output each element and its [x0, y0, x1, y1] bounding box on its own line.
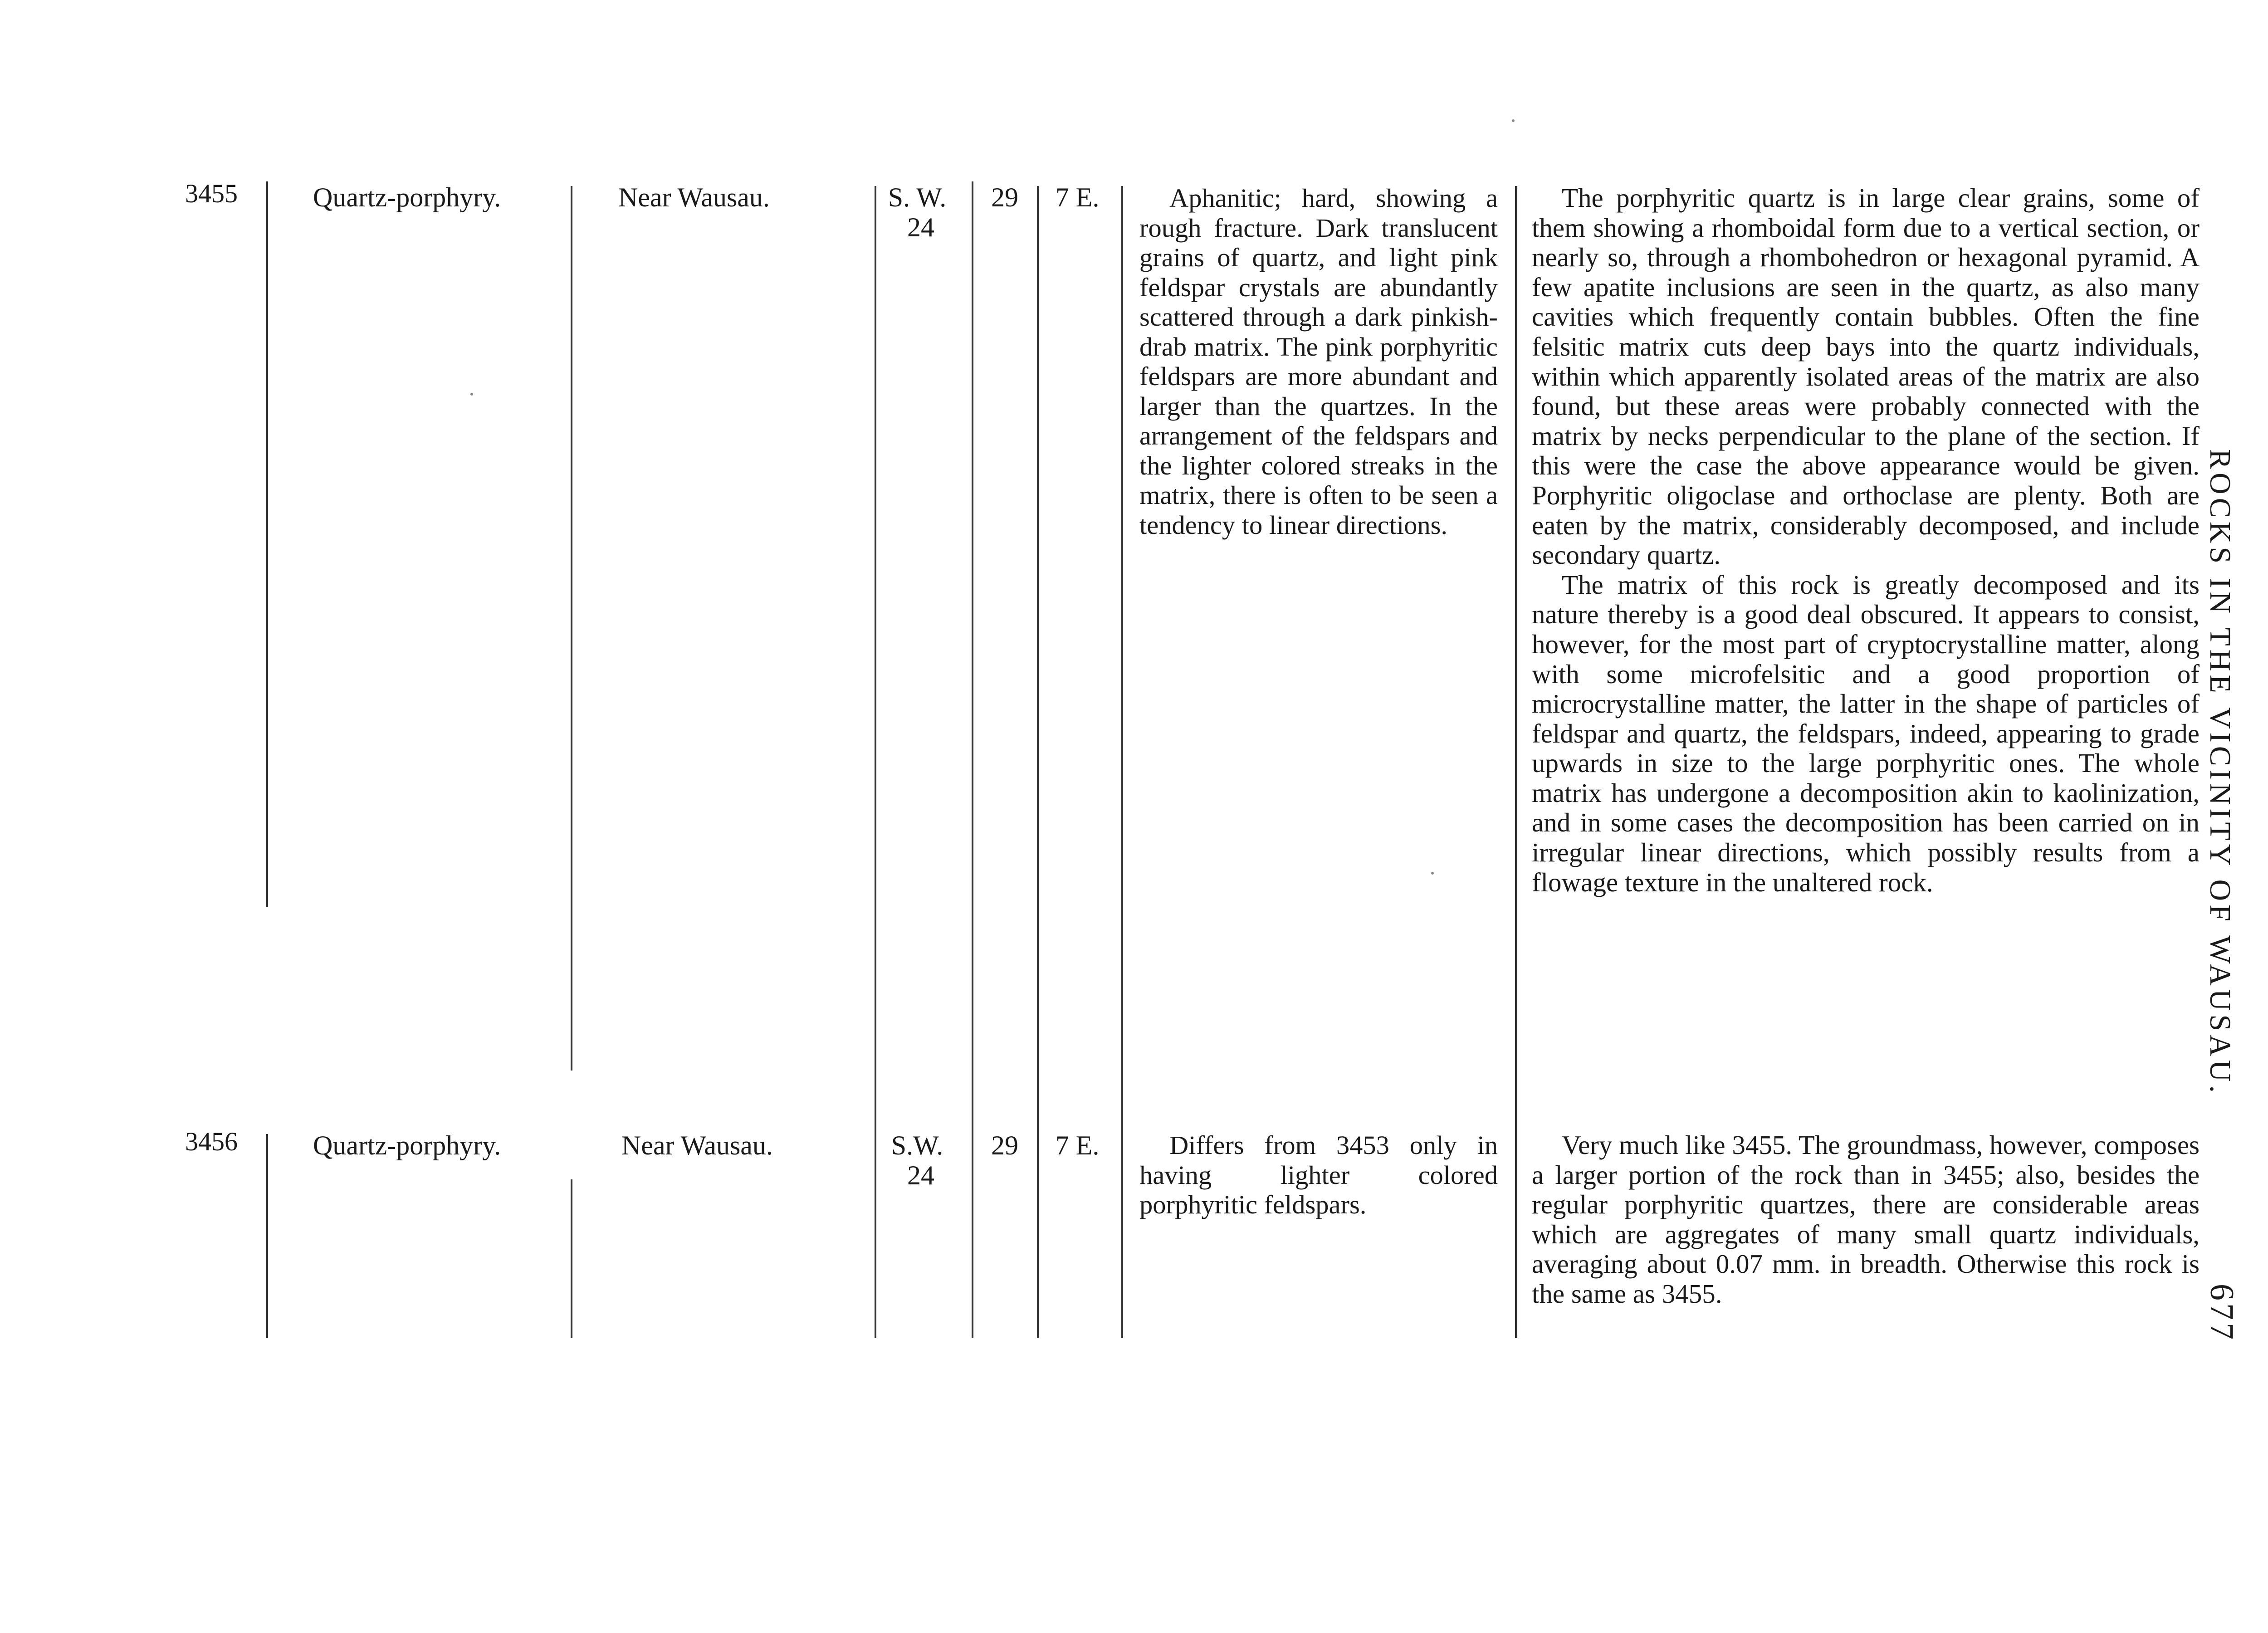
running-head: ROCKS IN THE VICINITY OF WAUSAU.	[2204, 449, 2237, 1096]
microscopic-paragraph-1: Very much like 3455. The groundmass, however, composes a larger portion of the rock than in 3455; also, besides the regular porphyritic quartzes, there are considerable areas which are aggregates of many small quartz individuals, averaging about 0.07 mm. in breadth. Otherwise this rock is the same as 3455.	[1532, 1130, 2200, 1309]
description-paragraph: Aphanitic; hard, showing a rough fracture. Dark translucent grains of quartz, and light pink feldspar crystals are abundantly scattered through a dark pinkish-drab matrix. The pink porphyritic feldspars are more abundant and larger than the quartzes. In the arrangement of the feldspars and the lighter colored streaks in the matrix, there is often to be seen a tendency to linear directions.	[1139, 183, 1498, 540]
township: 29	[991, 182, 1018, 212]
locality: Near Wausau.	[621, 1130, 773, 1160]
column-rule	[1121, 186, 1123, 1338]
description-paragraph: Differs from 3453 only in having lighter colored porphyritic feldspars.	[1139, 1130, 1498, 1219]
column-rule	[875, 186, 876, 1338]
range: 7 E.	[1055, 182, 1100, 212]
range: 7 E.	[1055, 1130, 1100, 1160]
column-rule	[266, 181, 268, 907]
rock-name: Quartz-porphyry.	[313, 1130, 501, 1160]
microscopic-paragraph-2: The matrix of this rock is greatly decomposed and its nature thereby is a good deal obscured. It appears to consist, however, for the most part of cryptocrystalline matter, along with some microfelsitic and a good proportion of microcrystalline matter, the latter in the shape of particles of feldspar and quartz, the feldspars, indeed, appearing to grade upwards in size to the large porphyritic ones. The whole matrix has undergone a decomposition akin to kaolinization, and in some cases the decomposition has been carried on in irregular linear directions, which possibly results from a flowage texture in the unaltered rock.	[1532, 569, 2200, 897]
column-rule	[1037, 186, 1039, 1338]
township: 29	[991, 1130, 1018, 1160]
specimen-number: 3455	[185, 179, 238, 208]
macroscopic-description	[1139, 1130, 1498, 1220]
section-quarter: S. W.	[888, 182, 947, 212]
microscopic-description	[1532, 183, 2200, 897]
scan-speck	[1512, 119, 1515, 122]
specimen-number: 3456	[185, 1127, 238, 1156]
page-number: 677	[2203, 1284, 2240, 1342]
microscopic-description	[1532, 1130, 2200, 1309]
locality: Near Wausau.	[618, 182, 770, 212]
section-quarter: S.W.	[891, 1130, 943, 1160]
rock-name: Quartz-porphyry.	[313, 182, 501, 212]
column-rule	[972, 181, 973, 1338]
column-rule	[1515, 186, 1517, 1338]
section-number: 24	[907, 1160, 934, 1190]
macroscopic-description	[1139, 183, 1498, 540]
section-number: 24	[907, 212, 934, 242]
column-rule	[571, 1179, 572, 1338]
column-rule	[571, 186, 572, 1071]
column-rule	[266, 1134, 268, 1338]
microscopic-paragraph-1: The porphyritic quartz is in large clear grains, some of them showing a rhomboidal form due to a vertical section, or nearly so, through a rhombohedron or hexagonal pyramid. A few apatite inclusions are seen in the quartz, as also many cavities which frequently contain bubbles. Often the fine felsitic matrix cuts deep bays into the quartz individuals, within which apparently isolated areas of the matrix are also found, but these areas were probably connected with the matrix by necks perpendicular to the plane of the section. If this were the case the above appearance would be given. Porphyritic oligoclase and orthoclase are plenty. Both are eaten by the matrix, considerably decomposed, and include secondary quartz.	[1532, 183, 2200, 570]
scan-speck	[470, 393, 473, 396]
scan-speck	[1431, 872, 1434, 875]
